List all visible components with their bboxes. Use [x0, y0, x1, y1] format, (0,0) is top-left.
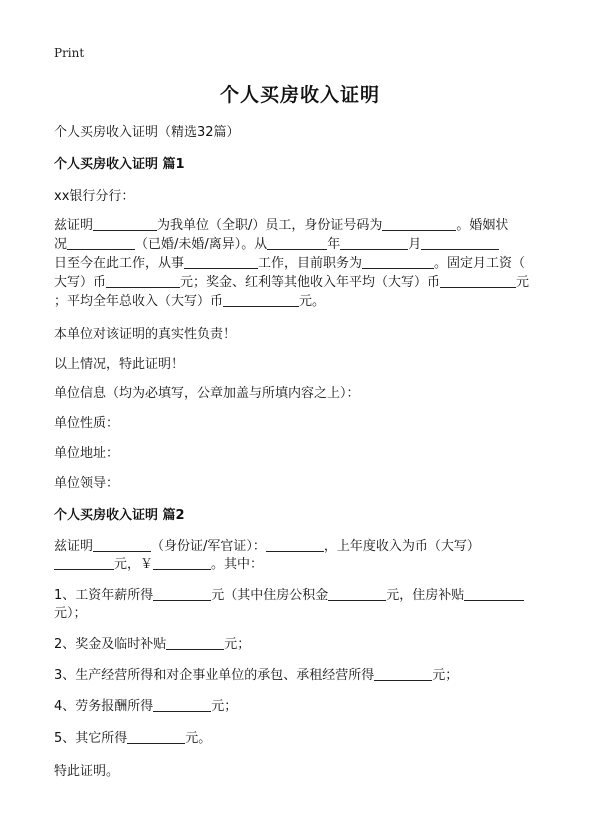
page-title: 个人买房收入证明: [219, 84, 380, 106]
blank-marital[interactable]: [67, 235, 135, 250]
blank-monthly-salary[interactable]: [106, 273, 180, 288]
text: 4、劳务报酬所得: [54, 699, 154, 714]
closing: 特此证明。: [54, 764, 120, 779]
blank-annual-income[interactable]: [223, 292, 299, 307]
text: 2、奖金及临时补贴: [54, 637, 167, 652]
text: 况: [54, 237, 68, 252]
text: 元；奖金、红利等其他收入年平均（大写）币: [180, 275, 441, 290]
print-label: Print: [54, 46, 85, 60]
unit-address: 单位地址：: [54, 446, 120, 461]
blank-income-words[interactable]: [54, 555, 114, 570]
text: 3、生产经营所得和对企事业单位的承包、承租经营所得: [54, 668, 375, 683]
paragraph-1-line-3: [54, 252, 525, 271]
text: 元；: [432, 668, 459, 683]
blank-day[interactable]: [421, 235, 499, 250]
blank-salary[interactable]: [153, 586, 211, 601]
blank-position[interactable]: [362, 254, 434, 269]
conclusion: 以上情况，特此证明！: [54, 357, 185, 372]
text: 年: [327, 237, 341, 252]
income-item-1-line-2: 元）；: [54, 606, 87, 621]
blank-name[interactable]: [93, 216, 157, 231]
text: 大写）币: [54, 275, 107, 290]
text: 元，住房补贴: [386, 588, 465, 603]
text: 为我单位（全职/）员工，身份证号码为: [157, 218, 383, 233]
blank-income-number[interactable]: [153, 555, 211, 570]
paragraph-1-line-5: [54, 290, 325, 309]
income-item-2: [54, 633, 250, 652]
text: 元。: [299, 294, 326, 309]
paragraph-1-line-1: [54, 214, 508, 233]
unit-nature: 单位性质：: [54, 416, 120, 431]
section-2-heading: 个人买房收入证明 篇2: [54, 508, 185, 523]
section-1-heading: 个人买房收入证明 篇1: [54, 157, 185, 172]
income-item-5: [54, 727, 211, 746]
section-2-line-2: [54, 553, 263, 572]
text: 1、工资年薪所得: [54, 588, 154, 603]
blank-labor-income[interactable]: [153, 697, 211, 712]
unit-leader: 单位领导：: [54, 476, 120, 491]
blank-id-number[interactable]: [266, 537, 324, 552]
blank-job[interactable]: [184, 254, 258, 269]
text: 元: [516, 275, 530, 290]
paragraph-1-line-4: [54, 271, 529, 290]
text: 日至今在此工作，从事: [54, 256, 185, 271]
greeting: xx银行分行：: [54, 189, 135, 204]
text: 。婚姻状: [456, 218, 509, 233]
paragraph-1-line-2: [54, 233, 499, 252]
text: ；平均全年总收入（大写）币: [54, 294, 224, 309]
blank-name[interactable]: [93, 537, 151, 552]
blank-month[interactable]: [340, 235, 408, 250]
text: 兹证明: [54, 218, 94, 233]
text: 工作，目前职务为: [258, 256, 363, 271]
blank-housing-fund[interactable]: [328, 586, 386, 601]
blank-year[interactable]: [267, 235, 327, 250]
text: 。其中：: [211, 557, 264, 572]
responsibility-statement: 本单位对该证明的真实性负责！: [54, 327, 237, 342]
blank-bonus[interactable]: [440, 273, 516, 288]
text: 元；: [211, 699, 238, 714]
text: 元。: [185, 731, 212, 746]
text: 元；: [224, 637, 251, 652]
income-item-3: [54, 664, 458, 683]
blank-bonus[interactable]: [166, 635, 224, 650]
income-item-4: [54, 695, 237, 714]
blank-housing-subsidy[interactable]: [464, 586, 524, 601]
text: 元（其中住房公积金: [211, 588, 329, 603]
text: ，上年度收入为币（大写）: [323, 539, 480, 554]
blank-other-income[interactable]: [127, 729, 185, 744]
text: （身份证/军官证）：: [151, 539, 266, 554]
blank-business-income[interactable]: [374, 666, 432, 681]
income-item-1-line-1: [54, 584, 524, 603]
blank-id-number[interactable]: [382, 216, 456, 231]
text: 5、其它所得: [54, 731, 128, 746]
unit-info: 单位信息（均为必填写，公章加盖与所填内容之上）：: [54, 386, 360, 401]
text: 月: [408, 237, 422, 252]
text: 兹证明: [54, 539, 94, 554]
text: 。固定月工资（: [434, 256, 526, 271]
text: （已婚/未婚/离异）。从: [135, 237, 268, 252]
text: 元，￥: [114, 557, 154, 572]
section-2-line-1: [54, 535, 480, 554]
document-subtitle: 个人买房收入证明（精选32篇）: [54, 125, 240, 140]
